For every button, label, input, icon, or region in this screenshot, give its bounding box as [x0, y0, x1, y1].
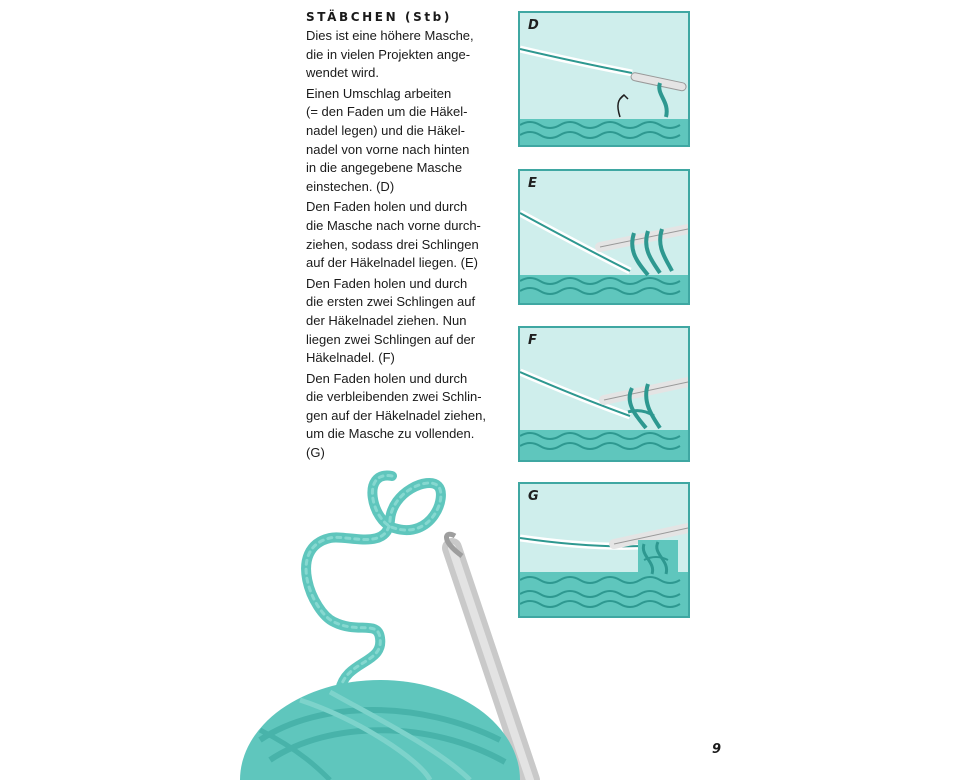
- panel-letter-g: G: [528, 489, 539, 504]
- paragraph-step-f: Den Faden holen und durch die ersten zwei Schlingen auf der Häkelnadel ziehen. Nun liegen zwei Schlingen auf der Häkelnadel. (F): [306, 275, 476, 366]
- panel-letter-f: F: [528, 333, 537, 348]
- paragraph-step-e: Den Faden holen und durch die Masche nach vorne durch- ziehen, sodass drei Schlingen auf der Häkelnadel liegen. (E): [306, 199, 481, 271]
- panel-letter-d: D: [528, 18, 539, 33]
- paragraph-step-d: Einen Umschlag arbeiten (= den Faden um die Häkel- nadel legen) und die Häkel- nadel von vorne nach hinten in die angegebene Masche einstechen. (D): [306, 85, 470, 194]
- page-number: 9: [712, 742, 722, 757]
- paragraph-step-g: Den Faden holen und durch die verbleibenden zwei Schlin- gen auf der Häkelnadel ziehen, um die Masche zu vollenden. (G): [306, 370, 486, 461]
- yarn-strand: [306, 476, 441, 690]
- paragraph-intro: Dies ist eine höhere Masche, die in vielen Projekten ange- wendet wird.: [306, 28, 474, 81]
- section-heading: STÄBCHEN (Stb): [306, 10, 452, 24]
- panel-letter-e: E: [528, 176, 537, 191]
